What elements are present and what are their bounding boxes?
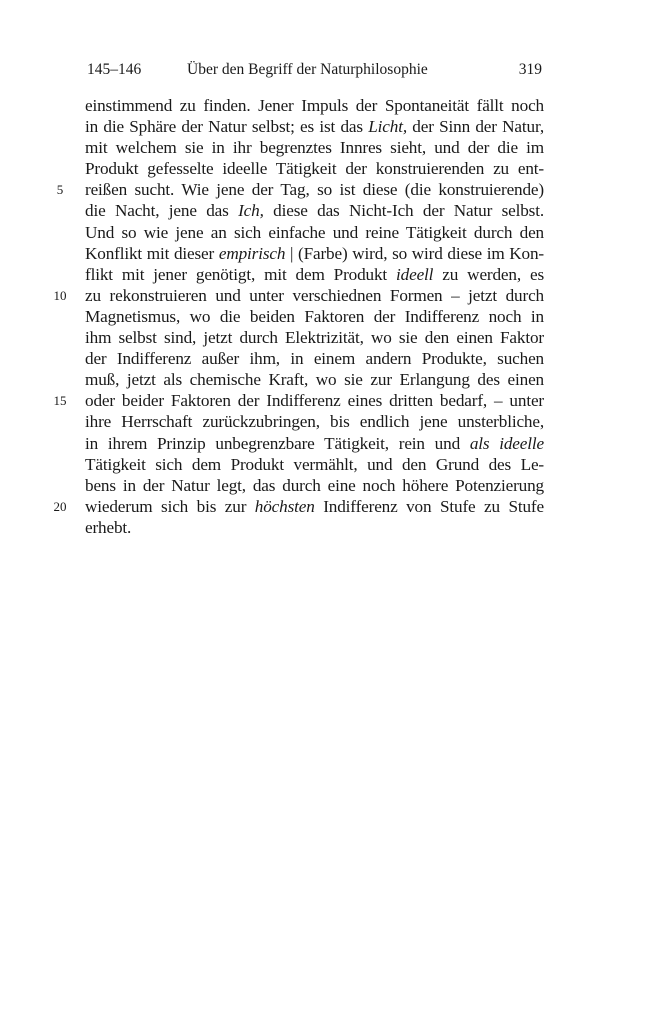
line-text: ihre Herrschaft zurückzubringen, bis endlich jene unsterbliche, — [85, 412, 544, 432]
line-text: ihm selbst sind, jetzt durch Elektrizität, wo sie den einen Faktor — [85, 328, 544, 348]
line-text: muß, jetzt als chemische Kraft, wo sie zur Erlangung des einen — [85, 370, 544, 390]
line-text: oder beider Faktoren der Indifferenz eines dritten bedarf, – unter — [85, 391, 544, 411]
text-line — [85, 95, 544, 116]
text-line — [53, 390, 544, 411]
text-line — [56, 179, 544, 200]
page-range: 145–146 — [87, 61, 142, 78]
line-text: einstimmend zu finden. Jener Impuls der Spontaneität fällt noch — [85, 96, 544, 115]
line-text: mit welchem sie in ihr begrenztes Innres sieht, und der die im — [85, 138, 544, 158]
line-text: Und so wie jene an sich einfache und reine Tätigkeit durch den — [85, 222, 544, 242]
text-line — [85, 433, 544, 454]
text-line — [53, 285, 544, 306]
line-text: in ihrem Prinzip unbegrenzbare Tätigkeit, rein und als ideelle — [85, 433, 544, 453]
text-line — [85, 454, 544, 475]
line-text: Produkt gefesselte ideelle Tätigkeit der konstruierenden zu ent- — [85, 159, 544, 179]
text-line — [85, 411, 544, 432]
text-line — [53, 496, 544, 517]
text-line — [85, 369, 544, 390]
text-line — [85, 327, 544, 348]
running-title: Über den Begriff der Naturphilosophie — [187, 61, 428, 78]
text-line — [85, 200, 544, 221]
line-text: in die Sphäre der Natur selbst; es ist das Licht, der Sinn der Natur, — [85, 117, 544, 137]
line-number: 15 — [53, 393, 67, 409]
line-text: der Indifferenz außer ihm, in einem andern Produkte, suchen — [85, 349, 544, 369]
line-text: zu rekonstruieren und unter verschiednen Formen – jetzt durch — [85, 285, 544, 305]
line-number: 20 — [53, 498, 67, 514]
text-line — [85, 137, 544, 158]
text-line — [85, 264, 544, 285]
line-text: die Nacht, jene das Ich, diese das Nicht-Ich der Natur selbst. — [85, 201, 544, 221]
line-text: Magnetismus, wo die beiden Faktoren der Indifferenz noch in — [85, 306, 544, 326]
line-text: Konflikt mit dieser empirisch | (Farbe) wird, so wird diese im Kon- — [85, 243, 544, 263]
page-number: 319 — [518, 61, 542, 78]
line-number: 10 — [53, 287, 67, 303]
line-text: reißen sucht. Wie jene der Tag, so ist diese (die konstruierende) — [85, 180, 544, 200]
line-number: 5 — [56, 182, 64, 198]
text-line — [85, 306, 544, 327]
line-text: bens in der Natur legt, das durch eine noch höhere Potenzierung — [85, 475, 544, 495]
text-line — [85, 158, 544, 179]
text-line — [85, 116, 544, 137]
text-line — [85, 517, 544, 538]
line-text: wiederum sich bis zur höchsten Indifferenz von Stufe zu Stufe — [85, 496, 544, 516]
line-text: erhebt. — [85, 517, 132, 537]
line-text: Tätigkeit sich dem Produkt vermählt, und den Grund des Le- — [85, 454, 544, 474]
text-line — [85, 348, 544, 369]
text-line — [85, 243, 544, 264]
running-head — [87, 59, 542, 81]
text-line — [85, 222, 544, 243]
text-line — [85, 475, 544, 496]
body-text — [53, 95, 544, 538]
line-text: flikt mit jener genötigt, mit dem Produkt ideell zu werden, es — [85, 264, 544, 284]
